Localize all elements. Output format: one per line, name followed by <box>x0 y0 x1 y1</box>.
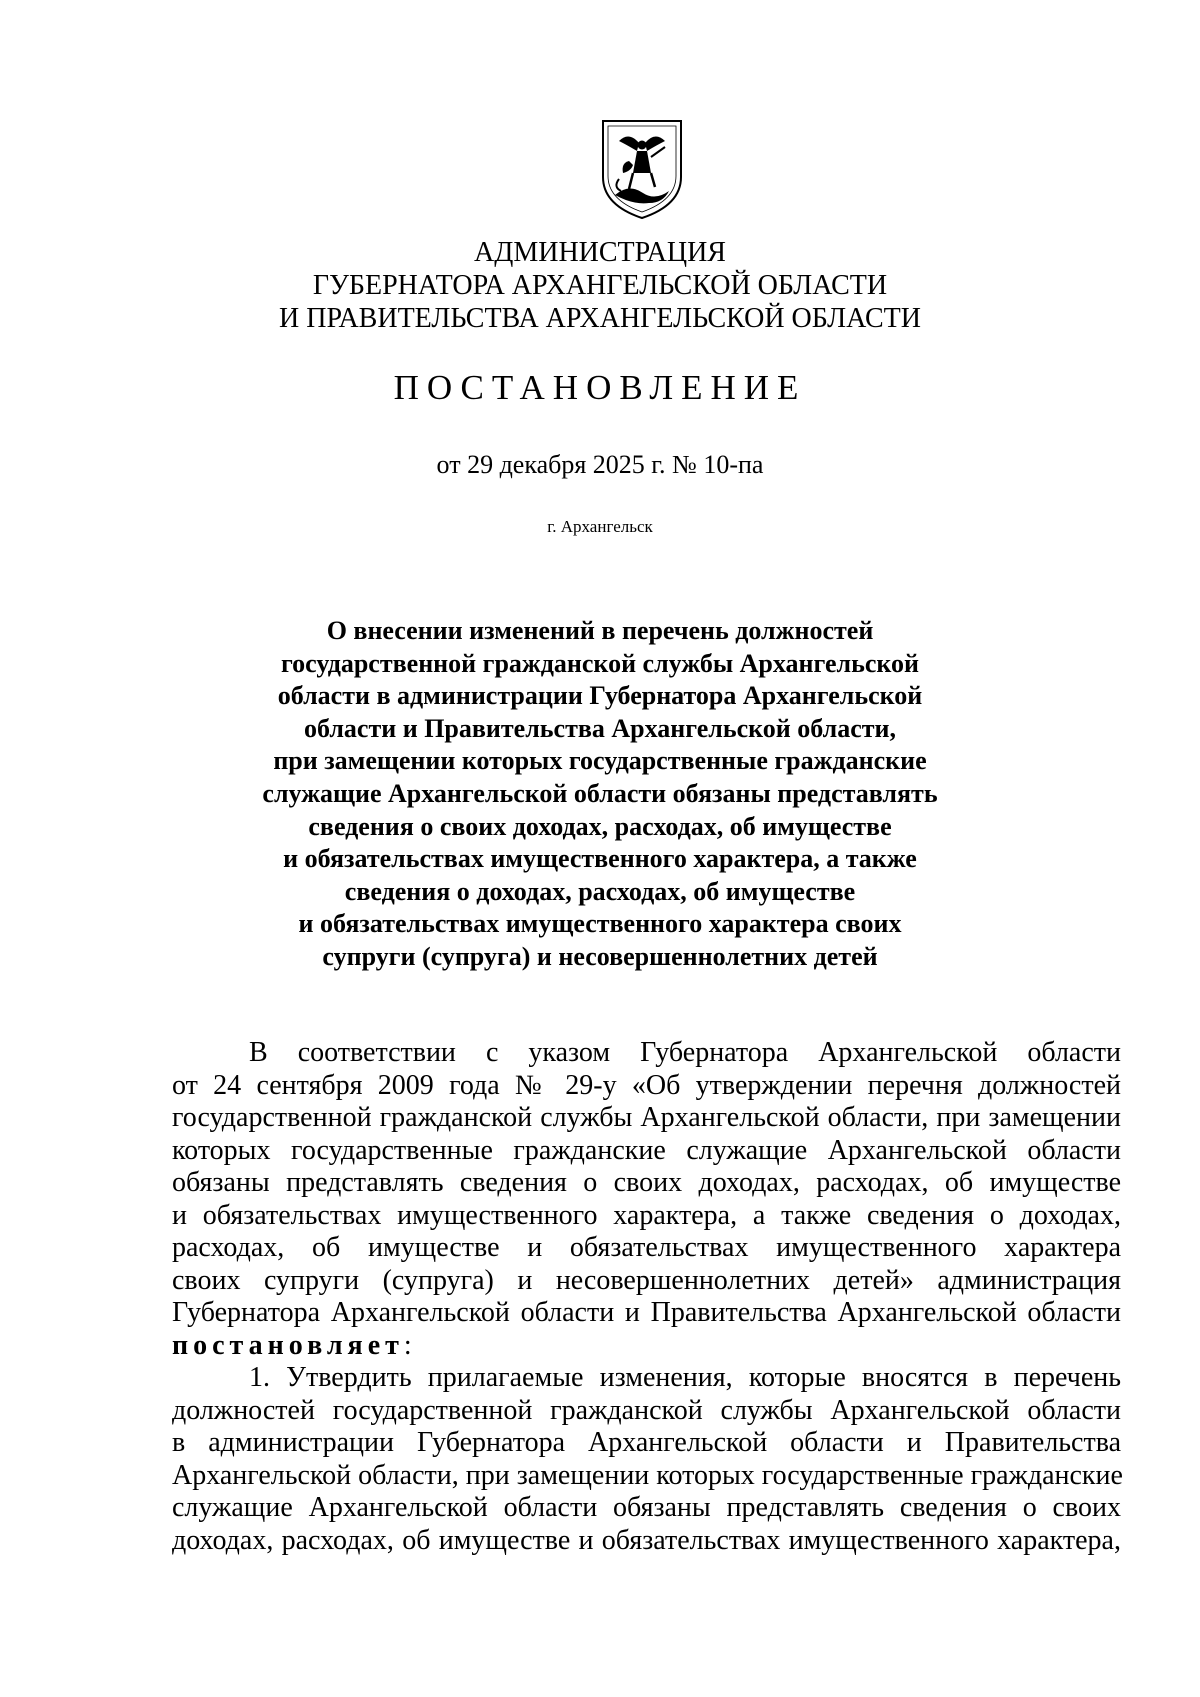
item-line: доходах, расходах, об имуществе и обязательствах имущественного характера, <box>172 1524 1121 1556</box>
title-line: и обязательствах имущественного характера своих <box>298 909 902 939</box>
document-city: г. Архангельск <box>547 517 653 536</box>
item-1-paragraph <box>172 1362 1121 1557</box>
decree-colon: : <box>403 1329 412 1361</box>
preamble-line: от 24 сентября 2009 года № 29-у «Об утверждении перечня должностей <box>172 1069 1121 1101</box>
title-line: супруги (супруга) и несовершеннолетних детей <box>322 941 878 971</box>
preamble-line: Губернатора Архангельской области и Правительства Архангельской области <box>172 1297 1121 1328</box>
item-line: Архангельской области, при замещении которых государственные гражданские <box>172 1459 1123 1491</box>
preamble-line: и обязательствах имущественного характера, а также сведения о доходах, <box>172 1199 1121 1231</box>
title-line: при замещении которых государственные гражданские <box>273 746 927 776</box>
item-line: 1. Утвердить прилагаемые изменения, которые вносятся в перечень <box>249 1362 1121 1393</box>
preamble-paragraph <box>172 1037 1121 1362</box>
authority-line: АДМИНИСТРАЦИЯ <box>474 237 726 268</box>
title-line: О внесении изменений в перечень должностей <box>326 616 874 645</box>
title-line: государственной гражданской службы Архангельской <box>280 648 920 678</box>
title-line: и обязательствах имущественного характера, а также <box>283 844 917 874</box>
document-body <box>172 1037 1121 1557</box>
preamble-line: расходах, об имуществе и обязательствах имущественного характера <box>172 1232 1121 1263</box>
item-line: в администрации Губернатора Архангельской области и Правительства <box>172 1427 1121 1458</box>
document-type-heading: ПОСТАНОВЛЕНИЕ <box>393 368 807 407</box>
issuing-authority <box>180 236 1020 335</box>
item-line: служащие Архангельской области обязаны представлять сведения о своих <box>172 1492 1121 1523</box>
preamble-line: своих супруги (супруга) и несовершеннолетних детей» администрация <box>172 1264 1121 1296</box>
title-line: сведения о доходах, расходах, об имуществе <box>344 876 856 906</box>
decree-line <box>172 1330 1121 1363</box>
preamble-line: В соответствии с указом Губернатора Архангельской области <box>249 1037 1121 1068</box>
decree-word: постановляет <box>172 1329 404 1361</box>
authority-line: И ПРАВИТЕЛЬСТВА АРХАНГЕЛЬСКОЙ ОБЛАСТИ <box>279 303 921 334</box>
title-line: сведения о своих доходах, расходах, об имуществе <box>308 811 892 841</box>
title-line: области и Правительства Архангельской области, <box>303 713 897 743</box>
title-line: области в администрации Губернатора Архангельской <box>277 681 923 711</box>
preamble-line: государственной гражданской службы Архангельской области, при замещении <box>172 1102 1121 1133</box>
coat-of-arms-icon <box>599 117 685 221</box>
item-line: должностей государственной гражданской службы Архангельской области <box>172 1394 1121 1426</box>
document-date-number: от 29 декабря 2025 г. № 10-па <box>436 450 764 479</box>
authority-line: ГУБЕРНАТОРА АРХАНГЕЛЬСКОЙ ОБЛАСТИ <box>312 270 888 301</box>
preamble-line: обязаны представлять сведения о своих доходах, расходах, об имуществе <box>172 1167 1121 1198</box>
preamble-line: которых государственные гражданские служащие Архангельской области <box>172 1134 1121 1166</box>
title-line: служащие Архангельской области обязаны представлять <box>262 778 938 808</box>
document-title <box>180 615 1020 974</box>
